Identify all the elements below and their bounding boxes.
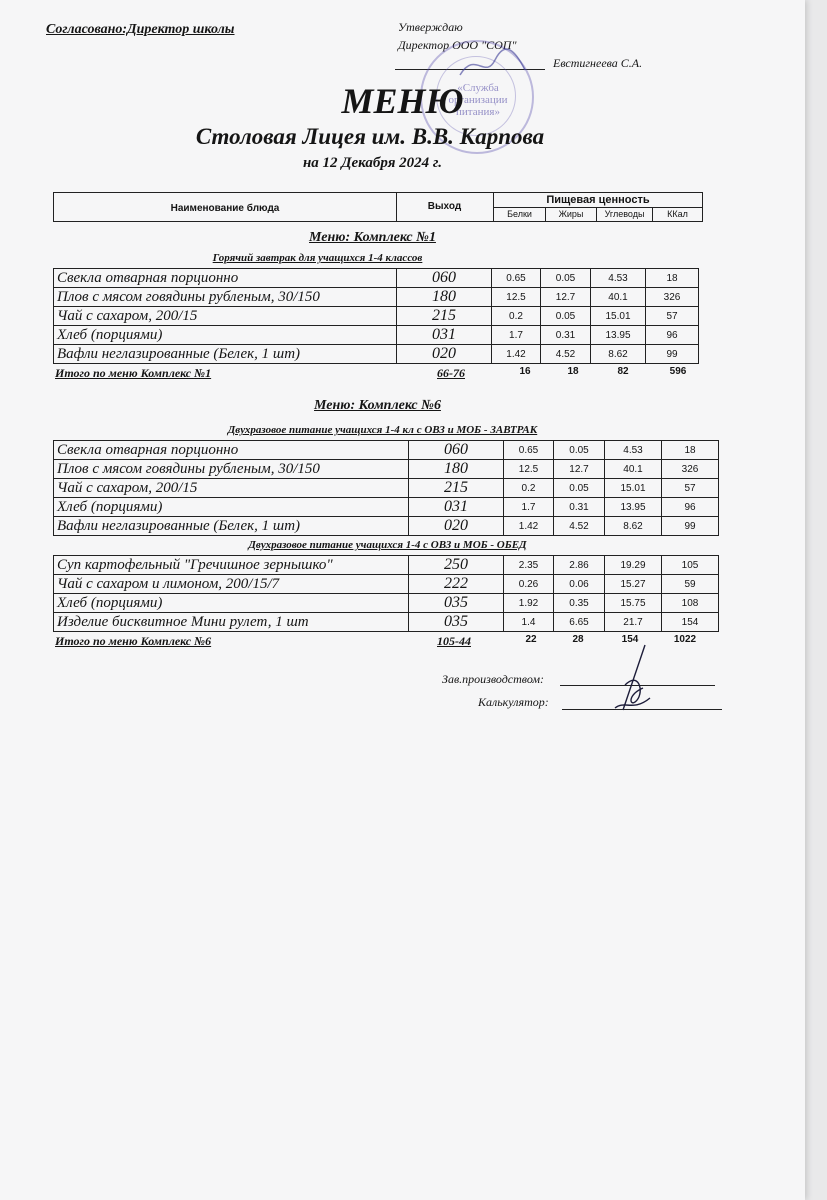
kcal-value: 59 <box>662 575 719 594</box>
fat-value: 4.52 <box>541 345 591 364</box>
canteen-name: Столовая Лицея им. В.В. Карпова <box>195 124 545 149</box>
complex1-total-price: 66-76 <box>437 366 465 380</box>
protein-value: 0.2 <box>492 307 541 326</box>
col-kcal: ККал <box>667 209 688 219</box>
carbs-value: 40.1 <box>605 460 662 479</box>
table-row <box>54 460 719 479</box>
fat-value: 0.05 <box>554 479 605 498</box>
col-carbs: Углеводы <box>597 208 653 221</box>
carbs-value: 4.53 <box>605 441 662 460</box>
dish-output: 180 <box>397 288 492 307</box>
col-nutrition-header: Пищевая ценность <box>494 193 702 208</box>
signer-name: Евстигнеева С.А. <box>553 56 643 70</box>
kcal-value: 154 <box>662 613 719 632</box>
kcal-value: 57 <box>662 479 719 498</box>
dish-name: Чай с сахаром и лимоном, 200/15/7 <box>54 575 409 594</box>
table-row <box>54 594 719 613</box>
dish-output: 060 <box>397 269 492 288</box>
kcal-value: 18 <box>662 441 719 460</box>
fat-value: 0.05 <box>554 441 605 460</box>
complex1-total-kcal: 596 <box>669 366 687 377</box>
fat-value: 0.31 <box>541 326 591 345</box>
kcal-value: 57 <box>646 307 699 326</box>
dish-name: Изделие бисквитное Мини рулет, 1 шт <box>54 613 409 632</box>
kcal-value: 326 <box>646 288 699 307</box>
carbs-value: 15.75 <box>605 594 662 613</box>
complex6-lunch-section: Двухразовое питание учащихся 1-4 с ОВЗ и МОБ - ОБЕД <box>248 539 527 551</box>
protein-value: 12.5 <box>492 288 541 307</box>
fat-value: 0.05 <box>541 269 591 288</box>
dish-name: Суп картофельный "Гречишное зернышко" <box>54 556 409 575</box>
production-label: Зав.производством: <box>442 672 545 686</box>
complex6-total-label: Итого по меню Комплекс №6 <box>55 634 212 648</box>
protein-value: 1.92 <box>504 594 554 613</box>
col-fat: Жиры <box>546 208 597 221</box>
fat-value: 0.05 <box>541 307 591 326</box>
dish-name: Свекла отварная порционно <box>54 269 397 288</box>
table-row <box>54 613 719 632</box>
complex1-section: Горячий завтрак для учащихся 1-4 классов <box>212 252 423 264</box>
protein-value: 2.35 <box>504 556 554 575</box>
kcal-value: 96 <box>662 498 719 517</box>
complex6-total-price: 105-44 <box>437 634 471 648</box>
carbs-value: 15.27 <box>605 575 662 594</box>
complex1-total-label: Итого по меню Комплекс №1 <box>55 366 212 380</box>
table-row <box>54 441 719 460</box>
table-row <box>54 326 699 345</box>
carbs-value: 4.53 <box>591 269 646 288</box>
fat-value: 4.52 <box>554 517 605 536</box>
dish-output: 020 <box>409 517 504 536</box>
table-row <box>54 498 719 517</box>
table-row <box>54 479 719 498</box>
calculator-label: Калькулятор: <box>478 695 549 709</box>
complex6-total-kcal: 1022 <box>673 634 697 645</box>
carbs-value: 15.01 <box>605 479 662 498</box>
protein-value: 1.7 <box>492 326 541 345</box>
dish-name: Хлеб (порциями) <box>54 326 397 345</box>
fat-value: 12.7 <box>554 460 605 479</box>
complex6-total-fat: 28 <box>572 634 584 645</box>
dish-output: 031 <box>397 326 492 345</box>
dish-output: 180 <box>409 460 504 479</box>
dish-name: Вафли неглазированные (Белек, 1 шт) <box>54 517 409 536</box>
carbs-value: 15.01 <box>591 307 646 326</box>
column-header <box>53 192 703 222</box>
complex6-title: Меню: Комплекс №6 <box>314 398 441 413</box>
production-signature <box>605 640 665 715</box>
kcal-value: 99 <box>646 345 699 364</box>
col-name-header: Наименование блюда <box>54 193 397 221</box>
col-output-header: Выход <box>396 193 494 221</box>
complex1-total-protein: 16 <box>519 366 531 377</box>
dish-output: 020 <box>397 345 492 364</box>
carbs-value: 40.1 <box>591 288 646 307</box>
complex6-lunch-table <box>53 555 719 632</box>
dish-output: 031 <box>409 498 504 517</box>
table-row <box>54 345 699 364</box>
table-row <box>54 307 699 326</box>
fat-value: 2.86 <box>554 556 605 575</box>
table-row <box>54 288 699 307</box>
table-row <box>54 517 719 536</box>
complex6-breakfast-section: Двухразовое питание учащихся 1-4 кл с ОВЗ и МОБ - ЗАВТРАК <box>227 424 538 436</box>
dish-name: Чай с сахаром, 200/15 <box>54 479 409 498</box>
director-label: Директор ООО "СОП" <box>398 38 517 52</box>
dish-output: 250 <box>409 556 504 575</box>
kcal-value: 326 <box>662 460 719 479</box>
dish-output: 222 <box>409 575 504 594</box>
complex6-total-carbs: 154 <box>621 634 639 645</box>
kcal-value: 108 <box>662 594 719 613</box>
fat-value: 0.06 <box>554 575 605 594</box>
protein-value: 0.2 <box>504 479 554 498</box>
dish-name: Плов с мясом говядины рубленым, 30/150 <box>54 288 397 307</box>
protein-value: 0.65 <box>504 441 554 460</box>
fat-value: 0.31 <box>554 498 605 517</box>
carbs-value: 21.7 <box>605 613 662 632</box>
dish-output: 035 <box>409 594 504 613</box>
fat-value: 12.7 <box>541 288 591 307</box>
fat-value: 6.65 <box>554 613 605 632</box>
approve-label: Утверждаю <box>398 20 463 34</box>
director-signature <box>455 45 535 85</box>
complex6-total-protein: 22 <box>525 634 537 645</box>
dish-name: Плов с мясом говядины рубленым, 30/150 <box>54 460 409 479</box>
complex1-total-fat: 18 <box>567 366 579 377</box>
protein-value: 0.65 <box>492 269 541 288</box>
kcal-value: 105 <box>662 556 719 575</box>
fat-value: 0.35 <box>554 594 605 613</box>
carbs-value: 8.62 <box>605 517 662 536</box>
table-row <box>54 556 719 575</box>
menu-date: на 12 Декабря 2024 г. <box>302 155 443 171</box>
complex1-total-carbs: 82 <box>617 366 629 377</box>
col-protein: Белки <box>494 208 546 221</box>
page-title: МЕНЮ <box>341 81 464 121</box>
carbs-value: 13.95 <box>591 326 646 345</box>
protein-value: 1.42 <box>504 517 554 536</box>
table-row <box>54 269 699 288</box>
complex1-title: Меню: Комплекс №1 <box>309 230 436 245</box>
dish-name: Вафли неглазированные (Белек, 1 шт) <box>54 345 397 364</box>
dish-name: Хлеб (порциями) <box>54 594 409 613</box>
kcal-value: 99 <box>662 517 719 536</box>
protein-value: 0.26 <box>504 575 554 594</box>
dish-name: Чай с сахаром, 200/15 <box>54 307 397 326</box>
agreed-label: Согласовано:Директор школы <box>46 22 235 37</box>
kcal-value: 96 <box>646 326 699 345</box>
dish-output: 035 <box>409 613 504 632</box>
kcal-value: 18 <box>646 269 699 288</box>
dish-name: Хлеб (порциями) <box>54 498 409 517</box>
dish-output: 060 <box>409 441 504 460</box>
protein-value: 1.42 <box>492 345 541 364</box>
carbs-value: 19.29 <box>605 556 662 575</box>
dish-output: 215 <box>409 479 504 498</box>
dish-name: Свекла отварная порционно <box>54 441 409 460</box>
carbs-value: 8.62 <box>591 345 646 364</box>
complex1-table <box>53 268 699 364</box>
protein-value: 1.7 <box>504 498 554 517</box>
complex6-breakfast-table <box>53 440 719 536</box>
protein-value: 1.4 <box>504 613 554 632</box>
dish-output: 215 <box>397 307 492 326</box>
carbs-value: 13.95 <box>605 498 662 517</box>
stamp-text: «Служба организации питания» <box>448 82 508 118</box>
table-row <box>54 575 719 594</box>
protein-value: 12.5 <box>504 460 554 479</box>
